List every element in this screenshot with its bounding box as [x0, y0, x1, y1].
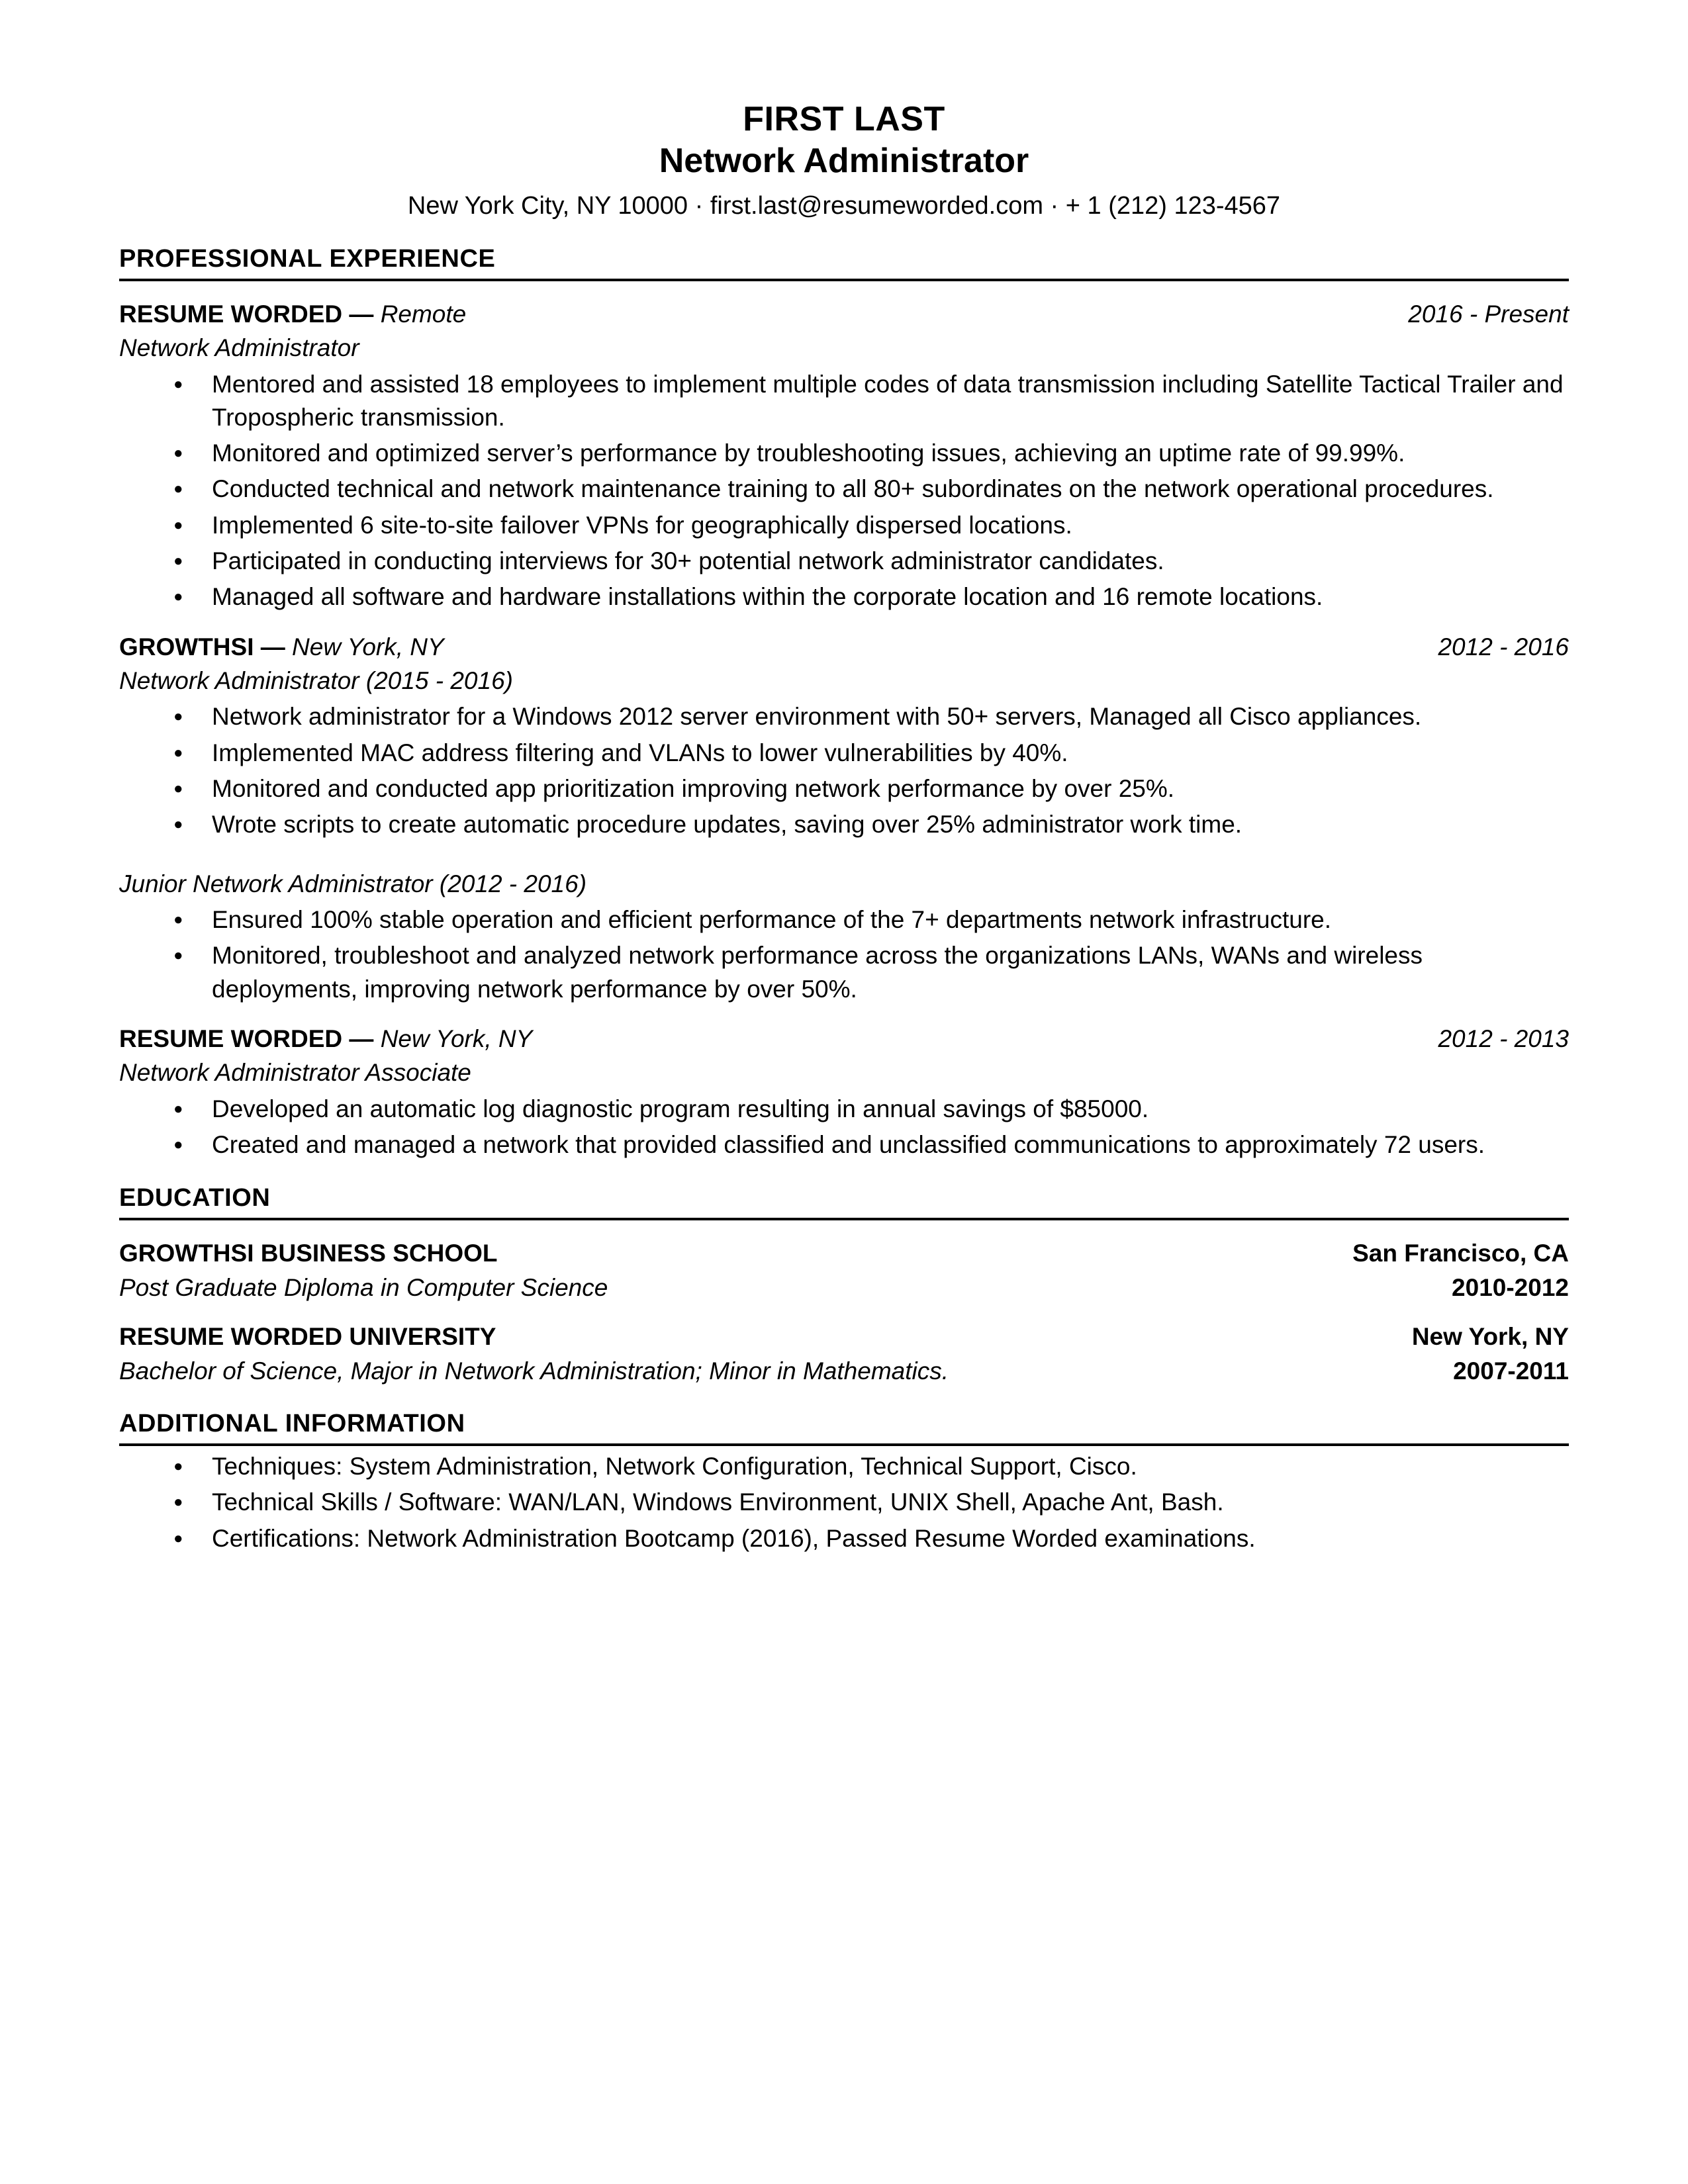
job-bullet: ● Monitored and optimized server’s performance by troubleshooting issues, achieving an uptime rate of 99.99%.: [119, 437, 1569, 470]
job-bullet: ● Implemented 6 site-to-site failover VPNs for geographically dispersed locations.: [119, 509, 1569, 542]
job-bullet: ● Managed all software and hardware installations within the corporate location and 16 remote locations.: [119, 580, 1569, 614]
job-company-location: [119, 631, 444, 662]
education-detail-row: [119, 1355, 1569, 1387]
job-bullet: ● Ensured 100% stable operation and efficient performance of the 7+ departments network infrastructure.: [119, 903, 1569, 936]
job-bullet: ● Implemented MAC address filtering and VLANs to lower vulnerabilities by 40%.: [119, 737, 1569, 770]
job-bullet: ● Wrote scripts to create automatic procedure updates, saving over 25% administrator work time.: [119, 808, 1569, 841]
job-bullet: ● Created and managed a network that provided classified and unclassified communications to approximately 72 users.: [119, 1128, 1569, 1161]
job-company: RESUME WORDED: [119, 300, 343, 328]
education-entry: [119, 1238, 1569, 1304]
section-heading-additional: ADDITIONAL INFORMATION: [119, 1410, 1569, 1446]
education-header-row: [119, 1238, 1569, 1269]
job-company: GROWTHSI: [119, 633, 254, 660]
job-entry: [119, 631, 1569, 1006]
education-school: GROWTHSI BUSINESS SCHOOL: [119, 1240, 498, 1267]
job-location: Remote: [380, 300, 467, 328]
job-dates: 2012 - 2016: [1438, 633, 1569, 660]
job-bullet: ● Monitored and conducted app prioritization improving network performance by over 25%.: [119, 772, 1569, 805]
job-header-row: [119, 631, 1569, 662]
job-location: New York, NY: [292, 633, 444, 660]
job-bullet: ● Mentored and assisted 18 employees to implement multiple codes of data transmission including Satellite Tactical Trailer and Tropospheric transmission.: [119, 368, 1569, 435]
section-heading-education: EDUCATION: [119, 1184, 1569, 1220]
job-header-row: [119, 1023, 1569, 1054]
education-school: RESUME WORDED UNIVERSITY: [119, 1323, 496, 1351]
section-professional-experience: [119, 245, 1569, 1161]
job-bullet: ● Developed an automatic log diagnostic program resulting in annual savings of $85000.: [119, 1093, 1569, 1126]
job-bullet: ● Monitored, troubleshoot and analyzed network performance across the organizations LANs, WANs and wireless deployments, improving network performance by over 50%.: [119, 939, 1569, 1006]
job-separator-dash: —: [260, 633, 285, 660]
additional-bullet: ● Techniques: System Administration, Network Configuration, Technical Support, Cisco.: [119, 1450, 1569, 1483]
job-bullet: ● Network administrator for a Windows 2012 server environment with 50+ servers, Managed all Cisco appliances.: [119, 700, 1569, 733]
job-separator-dash: —: [349, 300, 374, 328]
job-company: RESUME WORDED: [119, 1024, 343, 1052]
section-education: [119, 1184, 1569, 1387]
job-bullet: ● Participated in conducting interviews for 30+ potential network administrator candidates.: [119, 545, 1569, 578]
job-dates: 2016 - Present: [1408, 300, 1569, 328]
education-header-row: [119, 1321, 1569, 1353]
job-dates: 2012 - 2013: [1438, 1024, 1569, 1052]
education-years: 2010-2012: [1452, 1274, 1569, 1302]
job-company-location: [119, 1023, 532, 1054]
job-header-row: [119, 298, 1569, 330]
job-role-title: Network Administrator: [119, 334, 359, 362]
job-role-title: Network Administrator Associate: [119, 1059, 471, 1087]
job-bullet-list: [119, 1093, 1569, 1162]
job-separator-dash: —: [349, 1024, 374, 1052]
job-bullet: ● Conducted technical and network maintenance training to all 80+ subordinates on the network operational procedures.: [119, 473, 1569, 506]
job-subrole-title: Junior Network Administrator (2012 - 2016): [119, 870, 587, 897]
education-degree: Bachelor of Science, Major in Network Administration; Minor in Mathematics.: [119, 1357, 949, 1385]
additional-bullet-list: [119, 1450, 1569, 1555]
resume-header: [119, 99, 1569, 222]
job-location: New York, NY: [380, 1024, 533, 1052]
contact-line: New York City, NY 10000 · first.last@resumeworded.com · + 1 (212) 123-4567: [407, 191, 1281, 220]
candidate-job-title: Network Administrator: [659, 142, 1029, 181]
job-role-title: Network Administrator (2015 - 2016): [119, 667, 513, 695]
job-entry: [119, 298, 1569, 614]
education-detail-row: [119, 1272, 1569, 1304]
section-heading-experience: PROFESSIONAL EXPERIENCE: [119, 245, 1569, 281]
job-company-location: [119, 298, 466, 330]
education-years: 2007-2011: [1453, 1357, 1569, 1385]
education-entry: [119, 1321, 1569, 1387]
education-location: San Francisco, CA: [1352, 1240, 1569, 1267]
job-subrole-bullet-list: [119, 903, 1569, 1006]
job-entry: [119, 1023, 1569, 1161]
job-bullet-list: [119, 368, 1569, 614]
education-degree: Post Graduate Diploma in Computer Science: [119, 1274, 608, 1302]
job-bullet-list: [119, 700, 1569, 841]
section-additional-information: [119, 1410, 1569, 1555]
candidate-name: FIRST LAST: [743, 100, 945, 138]
education-location: New York, NY: [1411, 1323, 1569, 1351]
additional-bullet: ● Certifications: Network Administration Bootcamp (2016), Passed Resume Worded examinations.: [119, 1522, 1569, 1555]
additional-bullet: ● Technical Skills / Software: WAN/LAN, Windows Environment, UNIX Shell, Apache Ant, Bash.: [119, 1486, 1569, 1519]
